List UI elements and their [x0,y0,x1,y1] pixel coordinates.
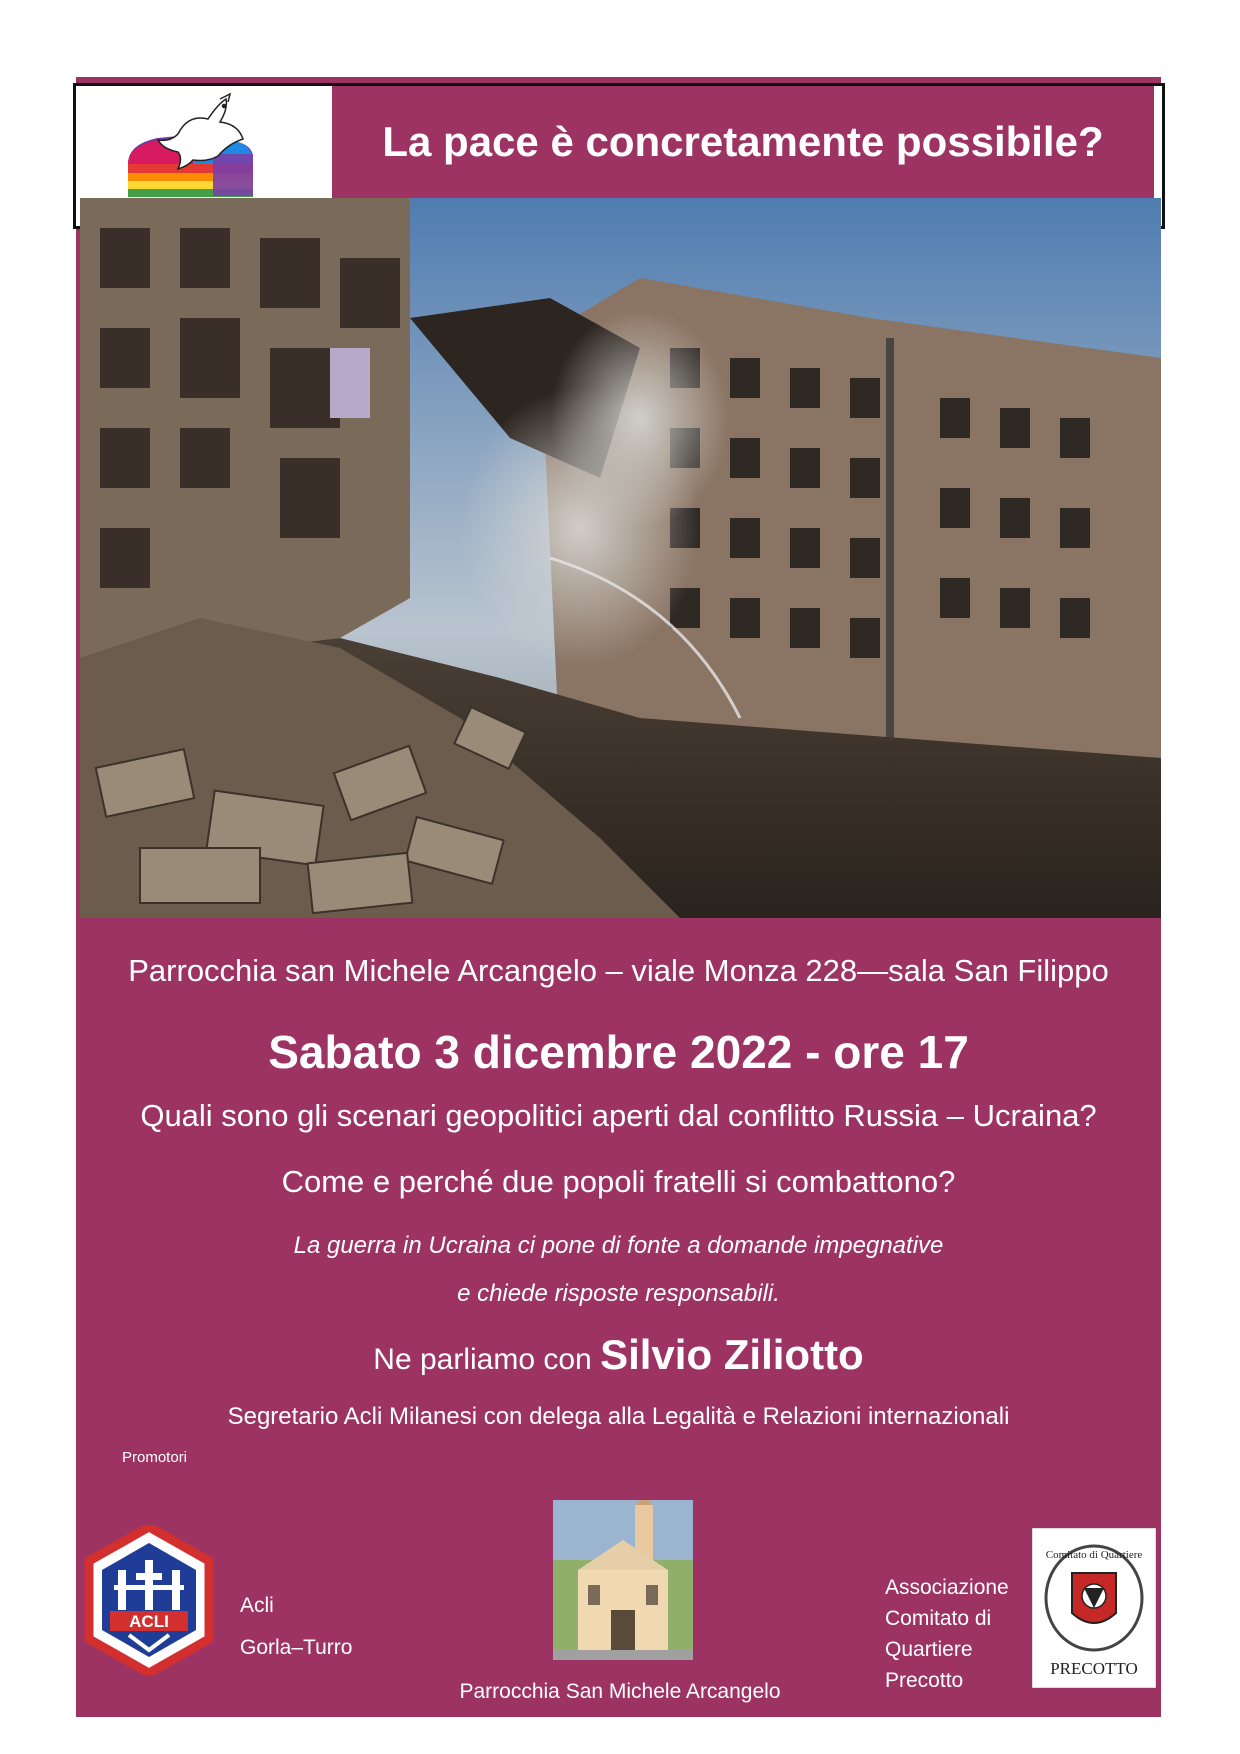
assoc-line-1: Associazione [885,1576,1009,1599]
event-venue: Parrocchia san Michele Arcangelo – viale Monza 228—sala San Filippo [128,953,1109,988]
speaker-prefix: Ne parliamo con [373,1343,601,1376]
assoc-line-3: Quartiere [885,1638,973,1661]
event-date: Sabato 3 dicembre 2022 - ore 17 [268,1026,969,1078]
assoc-line-2: Comitato di [885,1607,992,1630]
precotto-logo-bottom: PRECOTTO [1050,1659,1138,1678]
italic-line-1: La guerra in Ucraina ci pone di fonte a domande impegnative [293,1232,944,1259]
assoc-line-4: Precotto [885,1669,964,1692]
speaker-name: Silvio Ziliotto [600,1331,864,1378]
italic-line-2: e chiede risposte responsabili. [457,1280,780,1307]
church-caption: Parrocchia San Michele Arcangelo [459,1680,781,1703]
association-caption [885,1572,1009,1696]
precotto-logo-top: Comitato di Quartiere [1045,1549,1143,1561]
speaker-role: Segretario Acli Milanesi con delega alla Legalità e Relazioni internazionali [227,1403,1010,1430]
acli-line-2: Gorla–Turro [240,1636,353,1659]
peace-logo [78,86,332,198]
page-title: La pace è concretamente possibile? [332,86,1154,198]
speaker-line [76,1331,1161,1379]
acli-line-1: Acli [240,1594,274,1617]
question-1: Quali sono gli scenari geopolitici aperti dal conflitto Russia – Ucraina? [140,1098,1097,1133]
acli-logo-text: ACLI [129,1612,169,1631]
acli-caption [240,1585,352,1669]
question-2: Come e perché due popoli fratelli si combattono? [281,1164,956,1199]
precotto-logo [1032,1528,1156,1688]
war-ruins-photo [80,198,1161,918]
acli-logo [84,1525,214,1675]
promoters-label: Promotori [122,1449,188,1466]
church-photo [553,1500,693,1660]
